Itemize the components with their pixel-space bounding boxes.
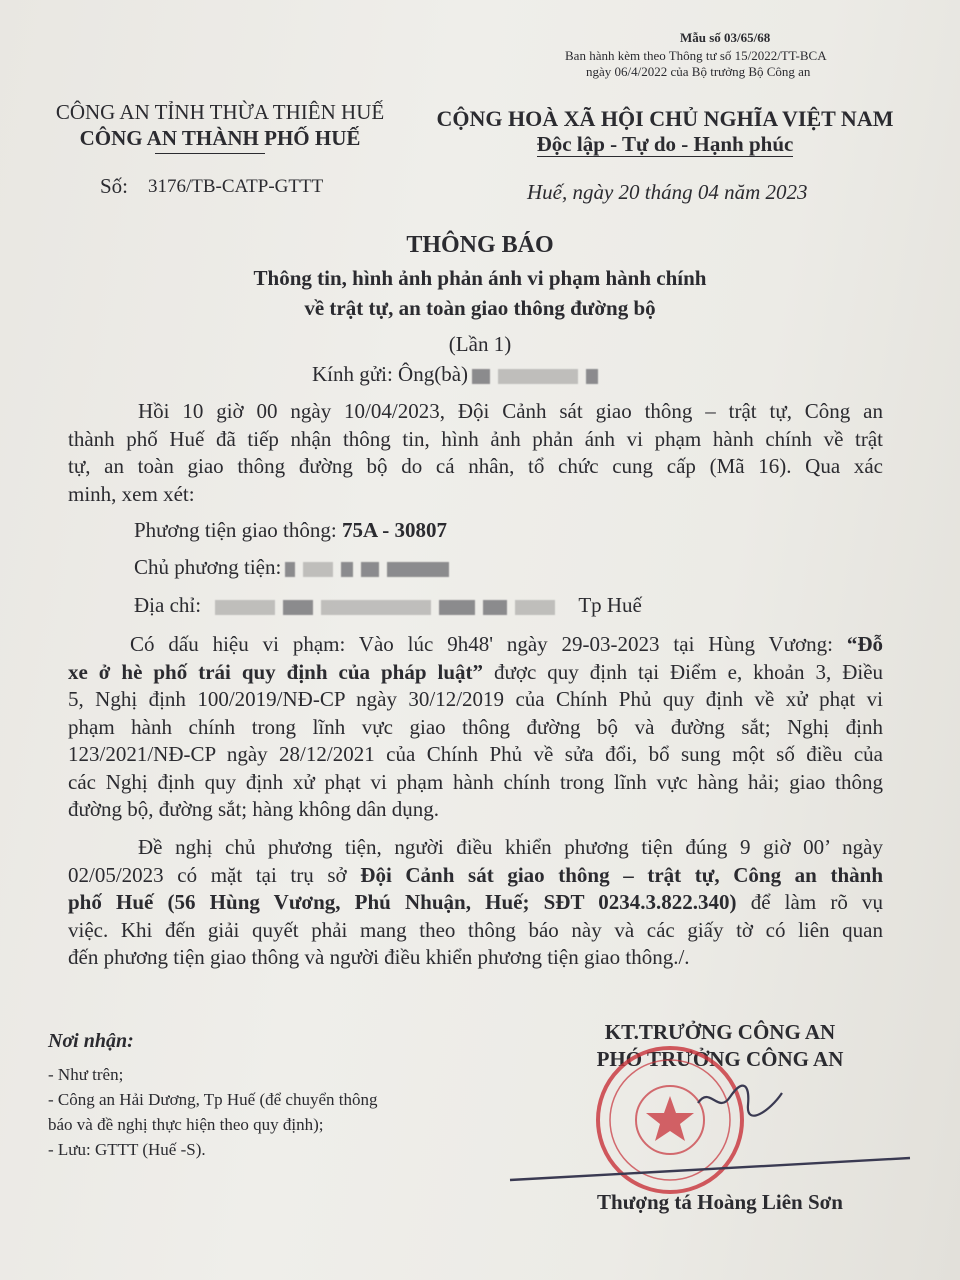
recipients-list bbox=[48, 1062, 378, 1162]
intro-line-3: tự, an toàn giao thông đường bộ do cá nhân, tổ chức cung cấp (Mã 16). Qua xác bbox=[68, 454, 883, 478]
redacted-owner-4 bbox=[361, 562, 379, 577]
violation-line-3: 5, Nghị định 100/2019/NĐ-CP ngày 30/12/2019 của Chính Phủ quy định về xử phạt vi bbox=[68, 687, 883, 711]
intro-line-2: thành phố Huế đã tiếp nhận thông tin, hình ảnh phản ánh vi phạm hành chính về trật bbox=[68, 426, 883, 451]
request-line-3 bbox=[68, 889, 883, 917]
redacted-name bbox=[472, 369, 490, 384]
owner-label: Chủ phương tiện: bbox=[134, 555, 282, 579]
notice-subtitle-1: Thông tin, hình ảnh phản ánh vi phạm hành chính bbox=[253, 266, 707, 290]
address-label: Địa chỉ: bbox=[134, 593, 202, 617]
redacted-address-5 bbox=[483, 600, 507, 615]
violation-line-1 bbox=[68, 631, 883, 659]
agency-parent: CÔNG AN TỈNH THỪA THIÊN HUẾ bbox=[55, 100, 385, 124]
violation-line-2a: xe ở hè phố trái quy định của pháp luật” bbox=[68, 659, 483, 684]
violation-line-7: đường bộ, đường sắt; hàng không dân dụng. bbox=[68, 797, 440, 821]
issue-date: Huế, ngày 20 tháng 04 năm 2023 bbox=[527, 180, 808, 204]
vehicle-plate: 75A - 30807 bbox=[341, 518, 447, 542]
violation-line-2 bbox=[68, 659, 883, 687]
redacted-owner-1 bbox=[285, 562, 295, 577]
nation-motto bbox=[420, 132, 910, 157]
vehicle-row bbox=[134, 518, 447, 543]
form-code: Mẫu số 03/65/68 bbox=[680, 30, 771, 45]
recipient-item: - Lưu: GTTT (Huế -S). bbox=[48, 1140, 206, 1159]
violation-line-1a: Có dấu hiệu vi phạm: Vào lúc 9h48' ngày 29-03-2023 tại Hùng Vương: bbox=[130, 632, 833, 656]
redacted-owner-2 bbox=[303, 562, 333, 577]
recipient-item: báo và đề nghị thực hiện theo quy định); bbox=[48, 1115, 324, 1134]
redacted-address-3 bbox=[321, 600, 431, 615]
vehicle-label: Phương tiện giao thông: bbox=[134, 518, 337, 542]
agency-name: CÔNG AN THÀNH PHỐ HUẾ bbox=[79, 126, 361, 150]
paragraph-request bbox=[68, 834, 883, 972]
request-line-3b: để làm rõ vụ bbox=[750, 890, 883, 914]
doc-number-label: Số: bbox=[100, 174, 129, 198]
recipient-item: - Như trên; bbox=[48, 1065, 124, 1084]
request-line-1: Đề nghị chủ phương tiện, người điều khiển phương tiện đúng 9 giờ 00’ ngày bbox=[138, 835, 883, 859]
doc-number: 3176/TB-CATP-GTTT bbox=[148, 176, 324, 197]
redacted-owner-5 bbox=[387, 562, 449, 577]
notice-subtitle-2: về trật tự, an toàn giao thông đường bộ bbox=[304, 296, 656, 320]
request-line-3a: phố Huế (56 Hùng Vương, Phú Nhuận, Huế; SĐT 0234.3.822.340) bbox=[68, 890, 737, 914]
address-city: Tp Huế bbox=[578, 593, 642, 617]
signature-line-1: KT.TRƯỞNG CÔNG AN bbox=[604, 1020, 836, 1044]
redacted-owner-3 bbox=[341, 562, 353, 577]
recipients-title: Nơi nhận: bbox=[48, 1030, 134, 1052]
violation-line-6: các Nghị định quy định xử phạt vi phạm hành chính trong lĩnh vực hàng hải; giao thông bbox=[68, 769, 883, 794]
form-issued-line1: Ban hành kèm theo Thông tư số 15/2022/TT-BCA bbox=[565, 48, 827, 63]
recipient-item: - Công an Hải Dương, Tp Huế (để chuyển thông bbox=[48, 1090, 378, 1109]
intro-line-1: Hồi 10 giờ 00 ngày 10/04/2023, Đội Cảnh sát giao thông – trật tự, Công an bbox=[138, 399, 883, 423]
violation-line-1b: “Đỗ bbox=[846, 632, 883, 656]
signature-line-2: PHÓ TRƯỞNG CÔNG AN bbox=[596, 1047, 844, 1071]
request-line-2b: Đội Cảnh sát giao thông – trật tự, Công an thành bbox=[360, 862, 884, 887]
redacted-address-1 bbox=[215, 600, 275, 615]
request-line-2a: 02/05/2023 có mặt tại trụ sở bbox=[68, 862, 347, 887]
paragraph-violation bbox=[68, 631, 883, 824]
notice-title: THÔNG BÁO bbox=[406, 232, 554, 258]
nation-motto-text: Độc lập - Tự do - Hạnh phúc bbox=[536, 132, 794, 156]
nation-title: CỘNG HOÀ XÃ HỘI CHỦ NGHĨA VIỆT NAM bbox=[436, 106, 894, 131]
redacted-name-2 bbox=[498, 369, 578, 384]
greeting-text: Kính gửi: Ông(bà) bbox=[312, 362, 469, 386]
agency-underline bbox=[155, 153, 265, 154]
request-line-4: việc. Khi đến giải quyết phải mang theo thông báo này và các giấy tờ có liên quan bbox=[68, 917, 883, 942]
request-line-5: đến phương tiện giao thông và người điều khiển phương tiện giao thông./. bbox=[68, 945, 690, 969]
greeting bbox=[312, 362, 602, 387]
signer-name: Thượng tá Hoàng Liên Sơn bbox=[597, 1190, 843, 1214]
request-line-2 bbox=[68, 862, 883, 890]
form-issued-line2: ngày 06/4/2022 của Bộ trưởng Bộ Công an bbox=[586, 64, 811, 79]
address-row bbox=[134, 593, 642, 618]
paragraph-intro bbox=[68, 398, 883, 508]
signature-rule bbox=[505, 1150, 925, 1190]
owner-row bbox=[134, 555, 453, 580]
violation-line-2b: được quy định tại Điểm e, khoản 3, Điều bbox=[493, 659, 884, 684]
redacted-address-2 bbox=[283, 600, 313, 615]
violation-line-5: 123/2021/NĐ-CP ngày 28/12/2021 của Chính Phủ về sửa đổi, bổ sung một số điều của bbox=[68, 742, 883, 766]
redacted-name-3 bbox=[586, 369, 598, 384]
redacted-address-6 bbox=[515, 600, 555, 615]
violation-line-4: phạm hành chính trong lĩnh vực giao thông đường bộ và đường sắt; Nghị định bbox=[68, 714, 883, 739]
intro-line-4: minh, xem xét: bbox=[68, 481, 195, 506]
redacted-address-4 bbox=[439, 600, 475, 615]
notice-round: (Lần 1) bbox=[448, 332, 512, 356]
signature-scribble bbox=[690, 1075, 790, 1125]
